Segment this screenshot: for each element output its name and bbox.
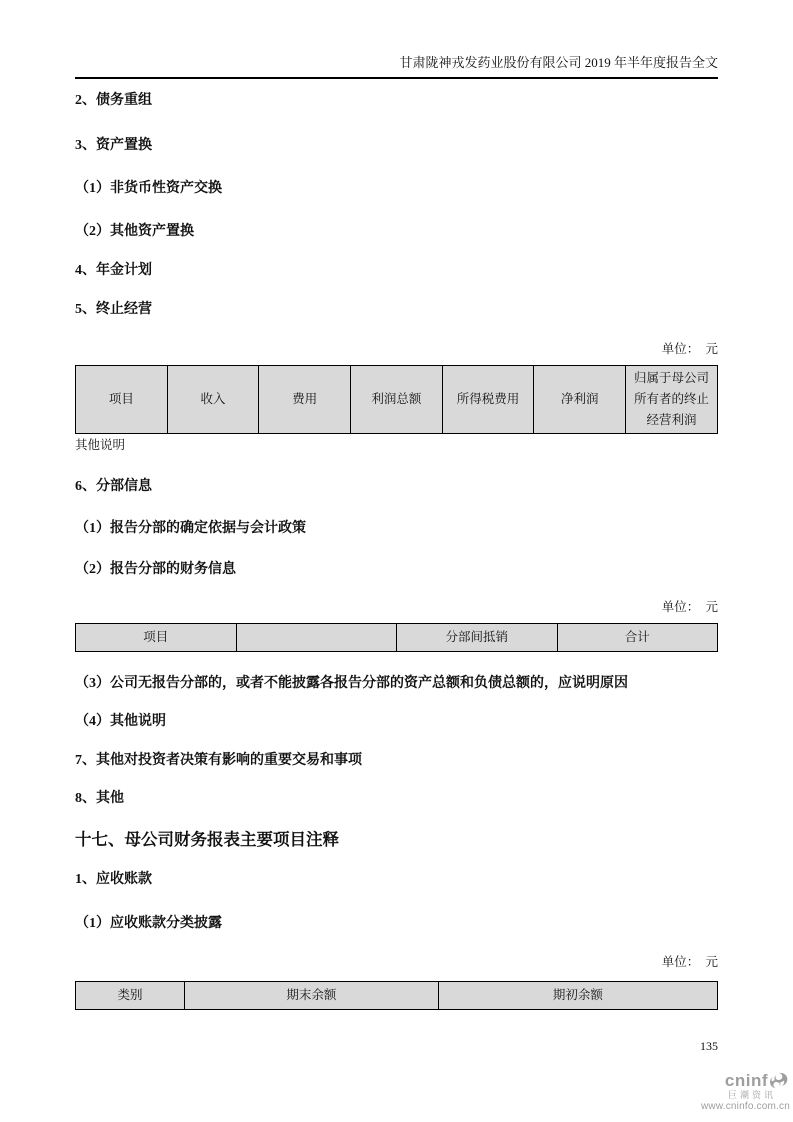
col-item: 项目 — [76, 624, 237, 652]
table-header-row — [76, 624, 718, 652]
page-number: 135 — [700, 1039, 718, 1053]
col-revenue: 收入 — [167, 366, 259, 434]
heading-debt-restructuring: 2、债务重组 — [75, 93, 152, 108]
heading-accounts-receivable: 1、应收账款 — [75, 872, 152, 887]
heading-other-asset-swap: （2）其他资产置换 — [75, 224, 194, 239]
swirl-icon — [769, 1072, 788, 1089]
heading-segment-financials: （2）报告分部的财务信息 — [75, 562, 236, 577]
accounts-receivable-table — [75, 981, 718, 1010]
col-blank — [236, 624, 397, 652]
heading-other-major-transactions: 7、其他对投资者决策有影响的重要交易和事项 — [75, 753, 362, 768]
col-beginning-balance: 期初余额 — [438, 982, 717, 1010]
heading-asset-swap: 3、资产置换 — [75, 138, 152, 153]
heading-segment-no-report: （3）公司无报告分部的，或者不能披露各报告分部的资产总额和负债总额的，应说明原因 — [75, 676, 628, 691]
col-expense: 费用 — [259, 366, 351, 434]
table-header-row — [76, 982, 718, 1010]
col-item: 项目 — [76, 366, 168, 434]
discontinued-operations-table — [75, 365, 718, 434]
heading-ar-classification: （1）应收账款分类披露 — [75, 916, 222, 931]
cninfo-logo-brand-row — [725, 1072, 788, 1089]
heading-segment-basis: （1）报告分部的确定依据与会计政策 — [75, 521, 306, 536]
heading-discontinued-operations: 5、终止经营 — [75, 302, 152, 317]
col-inter-segment-elimination: 分部间抵销 — [397, 624, 558, 652]
col-category: 类别 — [76, 982, 185, 1010]
cninfo-chinese-name: 巨潮资讯 — [727, 1090, 776, 1100]
table-header-row — [76, 366, 718, 434]
col-total: 合计 — [557, 624, 718, 652]
document-header-title: 甘肃陇神戎发药业股份有限公司 2019 年半年度报告全文 — [75, 54, 718, 79]
heading-non-monetary-exchange: （1）非货币性资产交换 — [75, 181, 222, 196]
cninfo-logo — [694, 1072, 790, 1112]
col-income-tax: 所得税费用 — [442, 366, 534, 434]
segment-table — [75, 623, 718, 652]
col-ending-balance: 期末余额 — [185, 982, 439, 1010]
other-explanation-note: 其他说明 — [75, 438, 126, 452]
heading-annuity-plan: 4、年金计划 — [75, 263, 152, 278]
unit-label-segment-table: 单位： 元 — [661, 600, 718, 614]
cninfo-brand-text: cninf — [724, 1071, 768, 1090]
unit-label-receivable-table: 单位： 元 — [661, 955, 718, 969]
col-parent-discontinued-profit: 归属于母公司所有者的终止经营利润 — [626, 366, 718, 434]
heading-segment-other-note: （4）其他说明 — [75, 714, 166, 729]
col-net-profit: 净利润 — [534, 366, 626, 434]
heading-segment-info: 6、分部信息 — [75, 479, 152, 494]
unit-label-discontinued-table: 单位： 元 — [661, 342, 718, 356]
cninfo-url: www.cninfo.com.cn — [701, 1101, 790, 1112]
heading-parent-company-notes: 十七、母公司财务报表主要项目注释 — [75, 830, 339, 849]
heading-other: 8、其他 — [75, 791, 124, 806]
col-total-profit: 利润总额 — [351, 366, 443, 434]
